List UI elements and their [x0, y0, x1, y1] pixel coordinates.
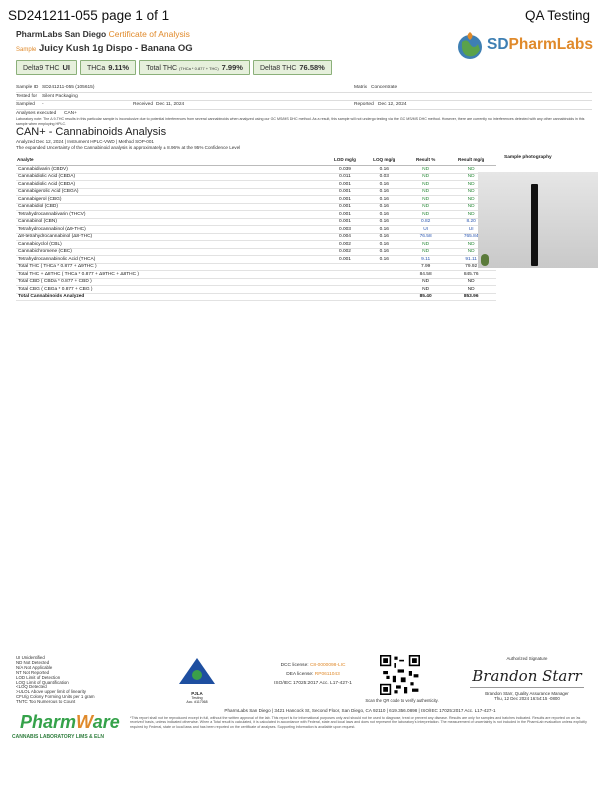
lab-title: [16, 29, 190, 39]
table-row: Δ8-tetrahydrocannabinol (Δ8-THC) 0.004 0.16 76.58 765.84: [16, 233, 496, 241]
qr-note: Scan the QR code to verify authenticity.: [365, 698, 439, 703]
cannabinoids-table: [16, 153, 496, 301]
table-row: Cannabigerolic Acid (CBGA) 0.001 0.16 ND ND: [16, 188, 496, 196]
signature-date: Thu, 12 Dec 2024 16:54:15 -0800: [494, 696, 560, 701]
laboratory-note: Laboratory note: The Δ 9-THC results in this particular sample is inconclusive due to potential interferences from several cannabinoids when analyzed using our GC MS/MS DHC method. As a result, this sample will not undergo testing via the GC MS/MS DHC method. However, there are currently no interferences detected with any other cannabinoids in this sample when employing HPLC.: [16, 117, 585, 126]
pill-delta8-thc: Delta8 THC 76.58%: [253, 60, 332, 75]
pharmware-logo: PharmWare CANNABIS LABORATORY LIMS & ELN: [12, 712, 120, 740]
table-row: Tetrahydrocannabinolic Acid (THCA) 0.001 0.16 9.11 91.11: [16, 256, 496, 264]
pill-thca: THCa 9.11%: [80, 60, 136, 75]
footer-address: PharmLabs San Diego | 3421 Hancock St, Second Floor, San Diego, CA 92110 | 619.356.0898 | ISO/IEC 17025:2017 Acc. L17-427-1: [224, 708, 496, 713]
summary-row: Total CBD ( CBDa * 0.877 + CBD ) ND ND: [16, 278, 496, 286]
vape-pen-image: [531, 184, 538, 266]
table-row: Cannabidiol (CBD) 0.001 0.16 ND ND: [16, 203, 496, 211]
col-analyte: Analyte: [16, 153, 326, 166]
table-row: Cannabicyclol (CBL) 0.002 0.16 ND ND: [16, 241, 496, 249]
col-loq: LOQ mg/g: [364, 153, 405, 166]
table-row: Cannabinol (CBN) 0.001 0.16 0.82 8.20: [16, 218, 496, 226]
qa-testing-title: QA Testing: [524, 8, 590, 23]
sample-label: Sample: [16, 47, 37, 53]
coa-label: Certificate of Analysis: [108, 29, 190, 39]
summary-row: Total THC ( THCa * 0.877 + Δ9THC ) 7.99 79.92: [16, 263, 496, 271]
leaf-icon: [481, 254, 489, 266]
summary-row: Total CBG ( CBGa * 0.877 + CBG ) ND ND: [16, 286, 496, 294]
pill-delta9-thc: Delta9 THC UI: [16, 60, 77, 75]
pill-total-thc: Total THC (THCa * 0.877 + THC) 7.99%: [139, 60, 250, 75]
sdpharmlabs-logo: [455, 30, 593, 62]
globe-leaf-icon: [455, 30, 485, 62]
signature-block: [470, 656, 584, 701]
summary-row: Total THC + Δ8THC ( THCa * 0.877 + Δ9THC + Δ8THC ) 84.58 845.76: [16, 271, 496, 279]
signer-name: Brandon Starr, Quality Assurance Manager: [485, 691, 569, 696]
sample-info-block: Sample ID SD241211-055 (105615) Matrix Concentrate Tested for Silent Packaging Sampled - Received Dec 11, 2024 Reported Dec 12, 2024 Analyses executed CAN+: [16, 84, 592, 117]
sample-title: [16, 43, 193, 54]
signature-script: Brandon Starr: [472, 667, 582, 685]
table-row: Tetrahydrocannabinol (Δ9-THC) 0.003 0.16 UI UI: [16, 226, 496, 234]
table-row: Cannabichromene (CBC) 0.002 0.16 ND ND: [16, 248, 496, 256]
page-header-sample-id: SD241211-055 page 1 of 1: [8, 8, 170, 23]
table-row: Cannabidiolic Acid (CBDA) 0.011 0.03 ND ND: [16, 173, 496, 181]
qr-code-icon[interactable]: [380, 655, 420, 695]
table-row: Cannabidiolic Acid (CBDA) 0.001 0.16 ND ND: [16, 181, 496, 189]
lab-name: PharmLabs San Diego: [16, 29, 107, 39]
signature-title: Authorized Signature: [506, 656, 548, 661]
abbreviation-legend: UI Unidentified ND Not Detected N/A Not Applicable NT Not Reported LOD Limit of Detection LOQ Limit of Quantification <LOQ Detected >ULOL Above upper limit of linearity CFU/g Colony Forming Units per 1 gram TNTC Too Numerous to Count: [16, 655, 95, 705]
sample-photo: [478, 172, 598, 268]
licenses-block: DCC license: C8-0000098-LIC DEA license: RP0611043 ISO/IEC 17025:2017 Acc. L17-427-1: [274, 663, 352, 686]
sample-name: Juicy Kush 1g Dispo - Banana OG: [38, 43, 193, 54]
logo-prefix: SD: [487, 36, 509, 53]
total-row: Total Cannabinoids Analyzed 85.40 853.96: [16, 293, 496, 301]
logo-text: PharmLabs: [508, 36, 593, 53]
section-title: CAN+ - Cannabinoids Analysis: [16, 126, 167, 138]
analyzed-line: Analyzed Dec 12, 2024 | Instrument HPLC-VWD | Method SOP-001: [16, 139, 154, 144]
table-row: Tetrahydrocannabivarin (THCV) 0.001 0.16 ND ND: [16, 211, 496, 219]
table-row: Cannabigerol (CBG) 0.001 0.16 ND ND: [16, 196, 496, 204]
analysis-meta: [16, 139, 240, 151]
table-row: Cannabidivarin (CBDV) 0.039 0.16 ND ND: [16, 166, 496, 174]
col-result-mg: Result mg/g: [446, 153, 496, 166]
col-lod: LOD mg/g: [326, 153, 363, 166]
pjla-accreditation-logo: PJLA Testing Acc. #117068: [177, 656, 217, 698]
uncertainty-line: The expanded Uncertainty of the Cannabinoid analysis is approximately ± 8.96% at the 95% Confidence Level: [16, 145, 241, 150]
sample-photo-header: Sample photography: [504, 155, 552, 160]
footer-disclaimer: *This report shall not be reproduced except in full, without the written approval of the lab. This report is for informational purposes only and should not be used to diagnose, treat or prevent any disease. Results are only for samples and batches indicated. Results are reported on an 'as received' basis, unless indicated otherwise. When a Total result is calculated, it is calculated in accordance with Federal, state and local laws and does not represent the laboratory's interpretation. The measurement of uncertainty is not included in the PharmLab evaluation unless explicitly required by Federal, state or local laws and has been reported on the certificate of analyses. Supporting information is available upon request.: [130, 716, 587, 729]
pjla-triangle-icon: [177, 656, 217, 686]
summary-pills: [16, 60, 332, 75]
col-result-pct: Result %: [405, 153, 446, 166]
